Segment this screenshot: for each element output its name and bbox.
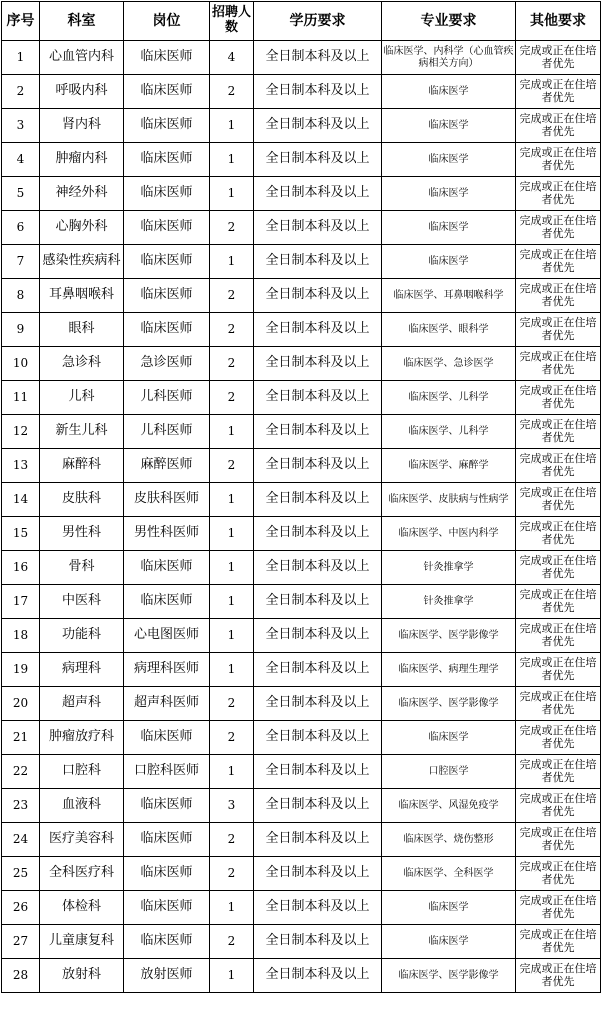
- cell-other: 完成或正在住培者优先: [516, 653, 601, 687]
- table-row: [2, 619, 601, 653]
- cell-count: 1: [210, 245, 254, 279]
- cell-other: 完成或正在住培者优先: [516, 109, 601, 143]
- cell-major: 临床医学、医学影像学: [382, 959, 516, 993]
- cell-position: 病理科医师: [124, 653, 210, 687]
- cell-no: 8: [2, 279, 40, 313]
- cell-position: 临床医师: [124, 177, 210, 211]
- cell-education: 全日制本科及以上: [254, 449, 382, 483]
- cell-count: 1: [210, 483, 254, 517]
- cell-dept: 男性科: [40, 517, 124, 551]
- table-row: [2, 109, 601, 143]
- table-row: [2, 551, 601, 585]
- cell-count: 2: [210, 211, 254, 245]
- cell-other: 完成或正在住培者优先: [516, 449, 601, 483]
- cell-major: 临床医学: [382, 891, 516, 925]
- cell-position: 超声科医师: [124, 687, 210, 721]
- cell-no: 3: [2, 109, 40, 143]
- cell-count: 1: [210, 551, 254, 585]
- cell-no: 6: [2, 211, 40, 245]
- cell-major: 临床医学: [382, 245, 516, 279]
- cell-position: 放射医师: [124, 959, 210, 993]
- table-row: [2, 789, 601, 823]
- cell-position: 男性科医师: [124, 517, 210, 551]
- table-row: [2, 347, 601, 381]
- cell-count: 2: [210, 313, 254, 347]
- table-row: [2, 75, 601, 109]
- cell-dept: 新生儿科: [40, 415, 124, 449]
- cell-dept: 眼科: [40, 313, 124, 347]
- cell-education: 全日制本科及以上: [254, 279, 382, 313]
- cell-dept: 皮肤科: [40, 483, 124, 517]
- cell-count: 2: [210, 857, 254, 891]
- table-row: [2, 687, 601, 721]
- cell-major: 临床医学: [382, 75, 516, 109]
- cell-other: 完成或正在住培者优先: [516, 415, 601, 449]
- cell-other: 完成或正在住培者优先: [516, 381, 601, 415]
- cell-education: 全日制本科及以上: [254, 687, 382, 721]
- header-position: 岗位: [124, 2, 210, 41]
- table-row: [2, 483, 601, 517]
- cell-other: 完成或正在住培者优先: [516, 517, 601, 551]
- table-row: [2, 891, 601, 925]
- table-row: [2, 925, 601, 959]
- cell-education: 全日制本科及以上: [254, 857, 382, 891]
- cell-major: 临床医学、皮肤病与性病学: [382, 483, 516, 517]
- table-row: [2, 381, 601, 415]
- cell-other: 完成或正在住培者优先: [516, 143, 601, 177]
- cell-count: 1: [210, 959, 254, 993]
- table-row: [2, 449, 601, 483]
- table-row: [2, 279, 601, 313]
- cell-dept: 中医科: [40, 585, 124, 619]
- cell-major: 临床医学、急诊医学: [382, 347, 516, 381]
- cell-education: 全日制本科及以上: [254, 891, 382, 925]
- cell-major: 临床医学、儿科学: [382, 415, 516, 449]
- header-major: 专业要求: [382, 2, 516, 41]
- cell-count: 1: [210, 517, 254, 551]
- cell-education: 全日制本科及以上: [254, 959, 382, 993]
- cell-dept: 全科医疗科: [40, 857, 124, 891]
- cell-other: 完成或正在住培者优先: [516, 891, 601, 925]
- cell-education: 全日制本科及以上: [254, 415, 382, 449]
- cell-other: 完成或正在住培者优先: [516, 211, 601, 245]
- table-row: [2, 585, 601, 619]
- cell-no: 4: [2, 143, 40, 177]
- cell-other: 完成或正在住培者优先: [516, 585, 601, 619]
- cell-major: 临床医学、医学影像学: [382, 619, 516, 653]
- cell-count: 3: [210, 789, 254, 823]
- cell-major: 临床医学、医学影像学: [382, 687, 516, 721]
- cell-no: 11: [2, 381, 40, 415]
- cell-education: 全日制本科及以上: [254, 823, 382, 857]
- cell-position: 临床医师: [124, 585, 210, 619]
- cell-no: 12: [2, 415, 40, 449]
- cell-position: 儿科医师: [124, 415, 210, 449]
- cell-education: 全日制本科及以上: [254, 313, 382, 347]
- cell-other: 完成或正在住培者优先: [516, 925, 601, 959]
- header-dept: 科室: [40, 2, 124, 41]
- table-row: [2, 41, 601, 75]
- cell-major: 临床医学: [382, 925, 516, 959]
- table-row: [2, 857, 601, 891]
- table-row: [2, 313, 601, 347]
- cell-major: 临床医学: [382, 143, 516, 177]
- cell-position: 临床医师: [124, 891, 210, 925]
- cell-dept: 神经外科: [40, 177, 124, 211]
- cell-major: 临床医学: [382, 721, 516, 755]
- cell-other: 完成或正在住培者优先: [516, 313, 601, 347]
- cell-other: 完成或正在住培者优先: [516, 483, 601, 517]
- cell-count: 1: [210, 109, 254, 143]
- cell-no: 25: [2, 857, 40, 891]
- cell-count: 1: [210, 619, 254, 653]
- table-row: [2, 517, 601, 551]
- cell-dept: 耳鼻咽喉科: [40, 279, 124, 313]
- cell-position: 临床医师: [124, 823, 210, 857]
- cell-other: 完成或正在住培者优先: [516, 551, 601, 585]
- cell-education: 全日制本科及以上: [254, 619, 382, 653]
- cell-count: 2: [210, 823, 254, 857]
- cell-no: 15: [2, 517, 40, 551]
- cell-position: 临床医师: [124, 721, 210, 755]
- cell-education: 全日制本科及以上: [254, 925, 382, 959]
- cell-major: 临床医学、中医内科学: [382, 517, 516, 551]
- cell-no: 1: [2, 41, 40, 75]
- cell-position: 麻醉医师: [124, 449, 210, 483]
- cell-dept: 肿瘤放疗科: [40, 721, 124, 755]
- cell-no: 18: [2, 619, 40, 653]
- cell-other: 完成或正在住培者优先: [516, 245, 601, 279]
- cell-no: 2: [2, 75, 40, 109]
- cell-position: 口腔科医师: [124, 755, 210, 789]
- cell-other: 完成或正在住培者优先: [516, 619, 601, 653]
- header-row: [2, 2, 601, 41]
- cell-dept: 体检科: [40, 891, 124, 925]
- cell-no: 13: [2, 449, 40, 483]
- cell-education: 全日制本科及以上: [254, 721, 382, 755]
- cell-no: 7: [2, 245, 40, 279]
- cell-count: 2: [210, 75, 254, 109]
- cell-no: 21: [2, 721, 40, 755]
- recruitment-table: [1, 1, 601, 993]
- table-row: [2, 721, 601, 755]
- cell-position: 临床医师: [124, 143, 210, 177]
- cell-dept: 口腔科: [40, 755, 124, 789]
- cell-education: 全日制本科及以上: [254, 245, 382, 279]
- table-row: [2, 959, 601, 993]
- table-row: [2, 245, 601, 279]
- cell-education: 全日制本科及以上: [254, 483, 382, 517]
- header-count: 招聘人数: [210, 2, 254, 41]
- cell-education: 全日制本科及以上: [254, 177, 382, 211]
- cell-education: 全日制本科及以上: [254, 211, 382, 245]
- cell-other: 完成或正在住培者优先: [516, 279, 601, 313]
- cell-dept: 麻醉科: [40, 449, 124, 483]
- cell-major: 临床医学、耳鼻咽喉科学: [382, 279, 516, 313]
- cell-dept: 骨科: [40, 551, 124, 585]
- cell-dept: 心胸外科: [40, 211, 124, 245]
- cell-count: 2: [210, 721, 254, 755]
- cell-major: 临床医学、儿科学: [382, 381, 516, 415]
- table-body: [2, 41, 601, 993]
- cell-major: 临床医学: [382, 177, 516, 211]
- cell-other: 完成或正在住培者优先: [516, 857, 601, 891]
- cell-major: 针灸推拿学: [382, 585, 516, 619]
- cell-education: 全日制本科及以上: [254, 381, 382, 415]
- cell-no: 14: [2, 483, 40, 517]
- cell-position: 临床医师: [124, 245, 210, 279]
- cell-count: 1: [210, 415, 254, 449]
- cell-major: 临床医学、风湿免疫学: [382, 789, 516, 823]
- cell-dept: 血液科: [40, 789, 124, 823]
- cell-education: 全日制本科及以上: [254, 653, 382, 687]
- cell-other: 完成或正在住培者优先: [516, 959, 601, 993]
- cell-no: 19: [2, 653, 40, 687]
- header-other: 其他要求: [516, 2, 601, 41]
- table-row: [2, 823, 601, 857]
- cell-education: 全日制本科及以上: [254, 109, 382, 143]
- cell-major: 临床医学、病理生理学: [382, 653, 516, 687]
- table-row: [2, 211, 601, 245]
- cell-dept: 放射科: [40, 959, 124, 993]
- cell-no: 20: [2, 687, 40, 721]
- cell-position: 临床医师: [124, 109, 210, 143]
- cell-dept: 超声科: [40, 687, 124, 721]
- cell-dept: 儿童康复科: [40, 925, 124, 959]
- cell-dept: 呼吸内科: [40, 75, 124, 109]
- table-row: [2, 177, 601, 211]
- cell-count: 2: [210, 687, 254, 721]
- cell-education: 全日制本科及以上: [254, 585, 382, 619]
- cell-dept: 儿科: [40, 381, 124, 415]
- header-no: 序号: [2, 2, 40, 41]
- cell-count: 1: [210, 653, 254, 687]
- cell-no: 22: [2, 755, 40, 789]
- cell-other: 完成或正在住培者优先: [516, 721, 601, 755]
- cell-education: 全日制本科及以上: [254, 143, 382, 177]
- cell-dept: 肾内科: [40, 109, 124, 143]
- cell-education: 全日制本科及以上: [254, 347, 382, 381]
- cell-count: 1: [210, 143, 254, 177]
- cell-no: 27: [2, 925, 40, 959]
- cell-education: 全日制本科及以上: [254, 755, 382, 789]
- cell-education: 全日制本科及以上: [254, 517, 382, 551]
- cell-no: 23: [2, 789, 40, 823]
- cell-count: 1: [210, 755, 254, 789]
- cell-no: 17: [2, 585, 40, 619]
- cell-count: 1: [210, 177, 254, 211]
- cell-no: 9: [2, 313, 40, 347]
- cell-dept: 功能科: [40, 619, 124, 653]
- cell-other: 完成或正在住培者优先: [516, 755, 601, 789]
- cell-position: 心电图医师: [124, 619, 210, 653]
- cell-dept: 心血管内科: [40, 41, 124, 75]
- cell-count: 1: [210, 585, 254, 619]
- cell-major: 临床医学、烧伤整形: [382, 823, 516, 857]
- cell-position: 临床医师: [124, 211, 210, 245]
- table-row: [2, 143, 601, 177]
- cell-education: 全日制本科及以上: [254, 551, 382, 585]
- cell-position: 临床医师: [124, 789, 210, 823]
- cell-position: 临床医师: [124, 313, 210, 347]
- cell-education: 全日制本科及以上: [254, 41, 382, 75]
- cell-position: 临床医师: [124, 279, 210, 313]
- cell-other: 完成或正在住培者优先: [516, 75, 601, 109]
- cell-major: 口腔医学: [382, 755, 516, 789]
- cell-position: 临床医师: [124, 925, 210, 959]
- cell-position: 急诊医师: [124, 347, 210, 381]
- cell-count: 2: [210, 279, 254, 313]
- cell-no: 24: [2, 823, 40, 857]
- cell-other: 完成或正在住培者优先: [516, 823, 601, 857]
- cell-major: 临床医学: [382, 109, 516, 143]
- cell-no: 28: [2, 959, 40, 993]
- cell-count: 4: [210, 41, 254, 75]
- cell-count: 2: [210, 381, 254, 415]
- cell-major: 临床医学、内科学（心血管疾病相关方向）: [382, 41, 516, 75]
- cell-major: 临床医学、麻醉学: [382, 449, 516, 483]
- cell-count: 2: [210, 347, 254, 381]
- cell-other: 完成或正在住培者优先: [516, 347, 601, 381]
- cell-major: 针灸推拿学: [382, 551, 516, 585]
- cell-education: 全日制本科及以上: [254, 75, 382, 109]
- cell-major: 临床医学、眼科学: [382, 313, 516, 347]
- table-row: [2, 415, 601, 449]
- cell-dept: 医疗美容科: [40, 823, 124, 857]
- cell-no: 16: [2, 551, 40, 585]
- cell-count: 1: [210, 891, 254, 925]
- cell-no: 10: [2, 347, 40, 381]
- cell-position: 皮肤科医师: [124, 483, 210, 517]
- cell-other: 完成或正在住培者优先: [516, 41, 601, 75]
- header-education: 学历要求: [254, 2, 382, 41]
- cell-other: 完成或正在住培者优先: [516, 177, 601, 211]
- cell-no: 5: [2, 177, 40, 211]
- cell-count: 2: [210, 449, 254, 483]
- table-row: [2, 755, 601, 789]
- cell-other: 完成或正在住培者优先: [516, 789, 601, 823]
- cell-position: 儿科医师: [124, 381, 210, 415]
- cell-position: 临床医师: [124, 75, 210, 109]
- cell-other: 完成或正在住培者优先: [516, 687, 601, 721]
- cell-no: 26: [2, 891, 40, 925]
- cell-position: 临床医师: [124, 41, 210, 75]
- cell-major: 临床医学、全科医学: [382, 857, 516, 891]
- cell-position: 临床医师: [124, 857, 210, 891]
- table-row: [2, 653, 601, 687]
- cell-dept: 肿瘤内科: [40, 143, 124, 177]
- cell-education: 全日制本科及以上: [254, 789, 382, 823]
- cell-dept: 感染性疾病科: [40, 245, 124, 279]
- cell-dept: 急诊科: [40, 347, 124, 381]
- cell-major: 临床医学: [382, 211, 516, 245]
- cell-dept: 病理科: [40, 653, 124, 687]
- cell-count: 2: [210, 925, 254, 959]
- cell-position: 临床医师: [124, 551, 210, 585]
